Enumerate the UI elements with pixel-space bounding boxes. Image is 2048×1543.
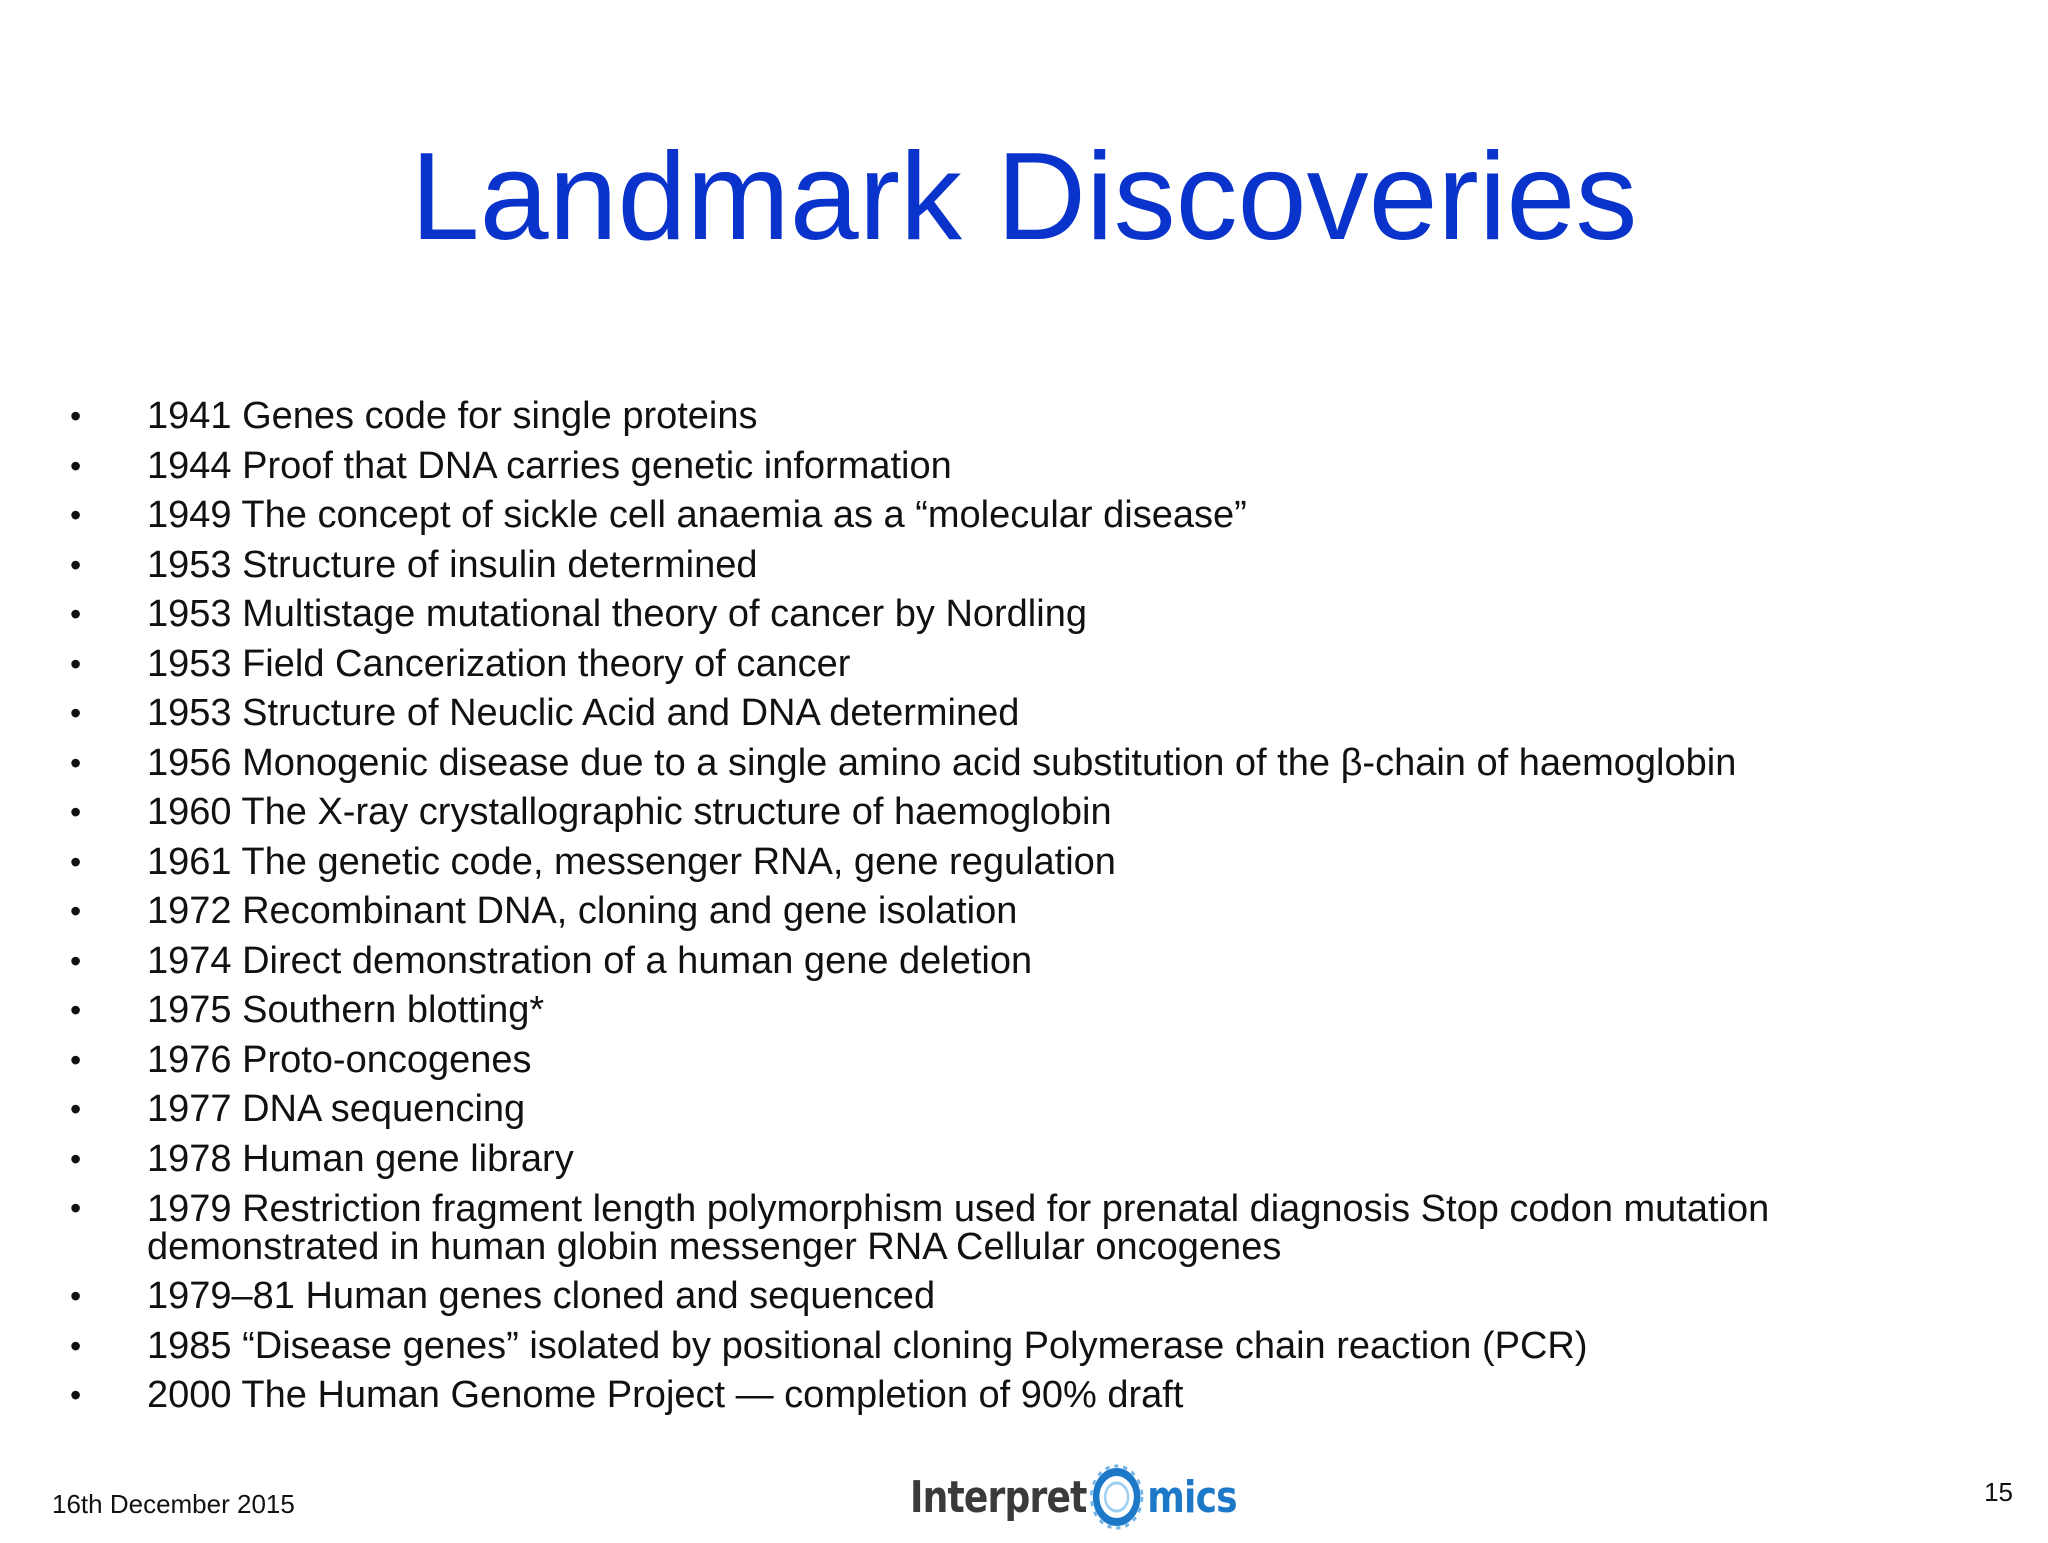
list-item-text: 1953 Multistage mutational theory of cancer by Nordling [147, 593, 1087, 635]
interpretomics-logo [910, 1462, 1237, 1532]
list-item [70, 640, 1970, 690]
list-item-text: 1979 Restriction fragment length polymorphism used for prenatal diagnosis Stop codon mutation demonstrated in human globin messenger RNA Cellular oncogenes [147, 1188, 1770, 1268]
list-item [70, 887, 1970, 937]
list-item-text: 1977 DNA sequencing [147, 1088, 526, 1130]
bullet-icon: • [70, 596, 82, 632]
bullet-icon: • [70, 1327, 82, 1364]
list-item [70, 838, 1970, 888]
bullet-icon: • [70, 1278, 82, 1314]
list-item [70, 1322, 1970, 1372]
list-item-text: 1974 Direct demonstration of a human gene deletion [147, 939, 1033, 982]
footer-date: 16th December 2015 [52, 1489, 295, 1519]
list-item [70, 491, 1970, 541]
list-item [70, 986, 1970, 1036]
bullet-icon: • [70, 546, 82, 583]
list-item-text: 1949 The concept of sickle cell anaemia as a “molecular disease” [147, 494, 1247, 536]
slide-title: Landmark Discoveries [410, 128, 1638, 266]
list-item-text: 1972 Recombinant DNA, cloning and gene isolation [147, 890, 1018, 932]
list-item-text: 1960 The X-ray crystallographic structure of haemoglobin [147, 791, 1112, 833]
list-item-text: 1953 Structure of insulin determined [147, 543, 758, 586]
list-item [70, 541, 1970, 591]
bullet-icon: • [70, 1091, 82, 1127]
list-item-text: 1953 Field Cancerization theory of cancer [147, 642, 851, 685]
bullet-icon: • [70, 695, 82, 731]
list-item [70, 739, 1970, 789]
bullet-icon: • [70, 893, 82, 929]
bullet-icon: • [70, 992, 82, 1028]
page-number: 15 [1984, 1477, 2013, 1507]
list-item [70, 1371, 1970, 1421]
list-item-text: 1941 Genes code for single proteins [147, 395, 758, 437]
bullet-icon: • [70, 1041, 82, 1078]
bullet-icon: • [70, 744, 82, 781]
list-item [70, 442, 1970, 492]
list-item [70, 1135, 1970, 1185]
list-item [70, 937, 1970, 987]
list-item-text: 1956 Monogenic disease due to a single amino acid substitution of the β-chain of haemoglobin [147, 741, 1737, 784]
list-item [70, 1184, 1970, 1272]
discoveries-list [70, 392, 1970, 1421]
bullet-icon: • [70, 398, 82, 434]
list-item-text: 2000 The Human Genome Project — completion of 90% draft [147, 1374, 1184, 1416]
bullet-icon: • [70, 942, 82, 979]
list-item-text: 1985 “Disease genes” isolated by positional cloning Polymerase chain reaction (PCR) [147, 1324, 1588, 1367]
list-item [70, 590, 1970, 640]
bullet-icon: • [70, 1190, 82, 1226]
bullet-icon: • [70, 1377, 82, 1413]
list-item-text: 1976 Proto-oncogenes [147, 1038, 532, 1081]
bullet-icon: • [70, 447, 82, 484]
bullet-icon: • [70, 497, 82, 533]
bullet-icon: • [70, 645, 82, 682]
logo-text-start: Interpret [910, 1471, 1087, 1523]
list-item-text: 1978 Human gene library [147, 1137, 574, 1180]
list-item [70, 788, 1970, 838]
list-item-text: 1975 Southern blotting* [147, 989, 545, 1031]
list-item-text: 1953 Structure of Neuclic Acid and DNA determined [147, 692, 1020, 734]
bullet-icon: • [70, 794, 82, 830]
logo-text-end: mics [1147, 1471, 1237, 1523]
bullet-icon: • [70, 843, 82, 880]
list-item-text: 1944 Proof that DNA carries genetic information [147, 444, 952, 487]
list-item-text: 1979–81 Human genes cloned and sequenced [147, 1275, 936, 1317]
list-item [70, 1085, 1970, 1135]
list-item [70, 1036, 1970, 1086]
list-item [70, 689, 1970, 739]
ring-o-logo-icon [1088, 1462, 1145, 1532]
list-item-text: 1961 The genetic code, messenger RNA, gene regulation [147, 840, 1116, 883]
list-item [70, 392, 1970, 442]
list-item [70, 1272, 1970, 1322]
bullet-icon: • [70, 1140, 82, 1177]
